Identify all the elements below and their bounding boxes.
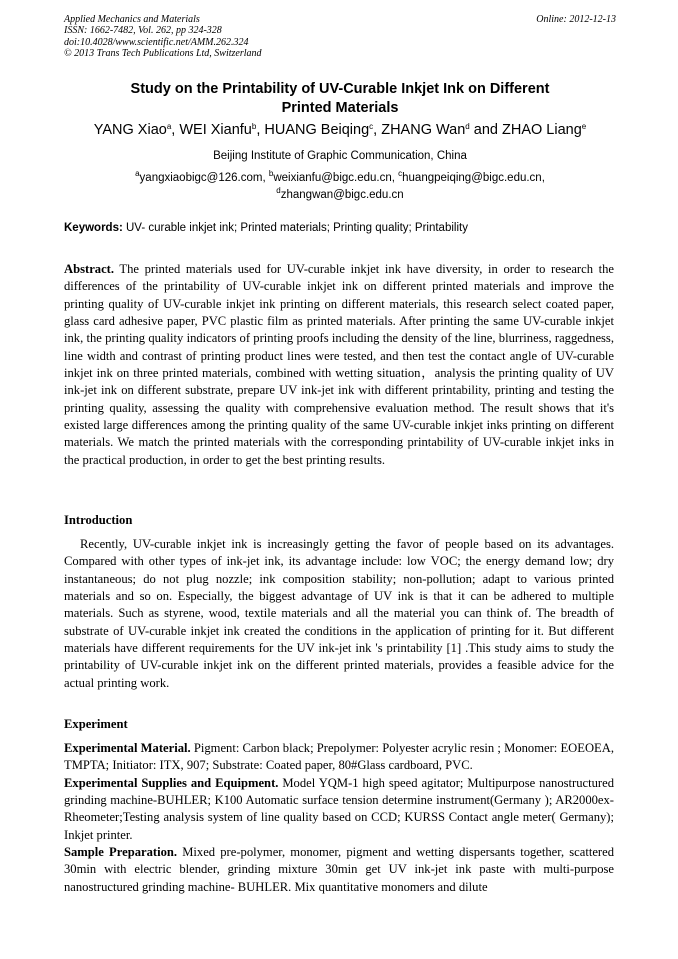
author-emails bbox=[64, 170, 616, 204]
introduction bbox=[64, 536, 614, 692]
author: ZHAO Liang$^e$ bbox=[501, 122, 587, 138]
experiment-heading: Experiment bbox=[64, 717, 128, 731]
keywords bbox=[64, 221, 616, 236]
paper-title bbox=[64, 80, 616, 118]
email: $^b$weixianfu@bigc.edu.cn, bbox=[268, 169, 399, 184]
email: $^c$huangpeiqing@bigc.edu.cn, bbox=[398, 169, 545, 184]
author: ZHANG Wan$^d$ and bbox=[381, 122, 502, 138]
journal-header bbox=[64, 14, 616, 59]
introduction-heading: Introduction bbox=[64, 513, 133, 527]
experiment-subheading: Experimental Material. bbox=[64, 741, 191, 755]
journal-name: Applied Mechanics and Materials bbox=[64, 14, 200, 25]
experiment-subheading: Experimental Supplies and Equipment. bbox=[64, 775, 279, 790]
title-line-1: Study on the Printability of UV-Curable Inkjet Ink on Different bbox=[130, 81, 550, 97]
experiment-paragraph: Sample Preparation. Mixed pre-polymer, monomer, pigment and wetting dispersants together, scattered 30min with electric blender, grinding mixture 30min get UV ink-jet ink paste with multi-purpose nanostructured grinding machine- BUHLER. Mix quantitative monomers and dilute bbox=[64, 845, 615, 894]
abstract-text: The printed materials used for UV-curable inkjet ink have diversity, in order to research the differences of the printability of UV-curable inkjet ink on different printed materials and improve the printing quality of UV-curable inkjet ink printing on different materials, this research select coated paper, glass card adhesive paper, PVC plastic film as printed materials. After printing the same UV-curable inkjet ink, the printing quality indicators of printing proofs including the density of the line, blurriness, raggedness, line width and contrast of printing product lines were tested, and then test the contact angle of UV-curable inkjet ink on three printed materials, combined with wetting situation，analysis the printing quality of UV ink-jet ink on different substrate, prepare UV ink-jet ink with different printability, printing and testing the printing quality, assessing the quality with comprehensive evaluation method. The result shows that it's existed large differences among the printing quality of the same UV-curable inkjet inks printing on different materials. We match the printed materials with the corresponding printability of UV-curable inkjet inks in the practical production, in order to get the best printing results. bbox=[64, 262, 615, 467]
abstract-label: Abstract. bbox=[64, 262, 115, 276]
author: HUANG Beiqing$^c$, bbox=[264, 122, 382, 138]
abstract bbox=[64, 261, 614, 469]
experiment-section bbox=[64, 740, 614, 896]
experiment-paragraph: Experimental Supplies and Equipment. Model YQM-1 high speed agitator; Multipurpose nanostructured grinding machine-BUHLER; K100 Automatic surface tension determine instrument(Germany ); AR2000ex-Rheometer;Testing analysis system of line quality based on CCD; KURSS Contact angle meter( Germany); Inkjet printer. bbox=[64, 775, 614, 842]
keywords-label: Keywords: bbox=[64, 222, 123, 234]
author: WEI Xianfu$^b$, bbox=[179, 122, 265, 138]
email: $^a$yangxiaobigc@126.com, bbox=[135, 169, 269, 184]
experiment-subheading: Sample Preparation. bbox=[64, 845, 178, 860]
journal-doi: doi:10.4028/www.scientific.net/AMM.262.324 bbox=[64, 36, 249, 48]
affiliation: Beijing Institute of Graphic Communication, China bbox=[213, 150, 467, 162]
journal-copyright: © 2013 Trans Tech Publications Ltd, Switzerland bbox=[64, 47, 262, 59]
author: YANG Xiao$^a$, bbox=[93, 122, 180, 138]
journal-issn: ISSN: 1662-7482, Vol. 262, pp 324-328 bbox=[64, 25, 222, 37]
introduction-paragraph: Recently, UV-curable inkjet ink is increasingly getting the favor of people based on its advantages. Compared with other types of ink-jet ink, its advantage include: low VOC; the energy demand low; dry instantaneous; do not plug nozzle; ink composition stability; non-pollution; adapt to various printed materials and so on. Especially, the biggest advantage of UV ink is that it can be adhered to multiple materials. Such as styrene, wood, textile materials and all the material you can think of. The breadth of substrate of UV-curable inkjet ink created the conditions in the application of printing for it. But different materials have different requirements for the UV ink-jet ink 's printability [1] .This study aims to study the printability of UV-curable inkjet ink on the different printed materials, provides a feasible advice for the actual printing work. bbox=[64, 537, 614, 690]
experiment-paragraph: Experimental Material. Pigment: Carbon black; Prepolymer: Polyester acrylic resin ; Monomer: EOEOEA, TMPTA; Initiator: ITX, 907; Substrate: Coated paper, 80#Glass cardboard, PVC. bbox=[64, 741, 614, 773]
online-date: Online: 2012-12-13 bbox=[536, 14, 616, 25]
author-list bbox=[40, 121, 640, 139]
email: $^d$zhangwan@bigc.edu.cn bbox=[276, 186, 404, 201]
keywords-text: UV- curable inkjet ink; Printed materials; Printing quality; Printability bbox=[126, 222, 468, 234]
title-line-2: Printed Materials bbox=[281, 100, 399, 116]
